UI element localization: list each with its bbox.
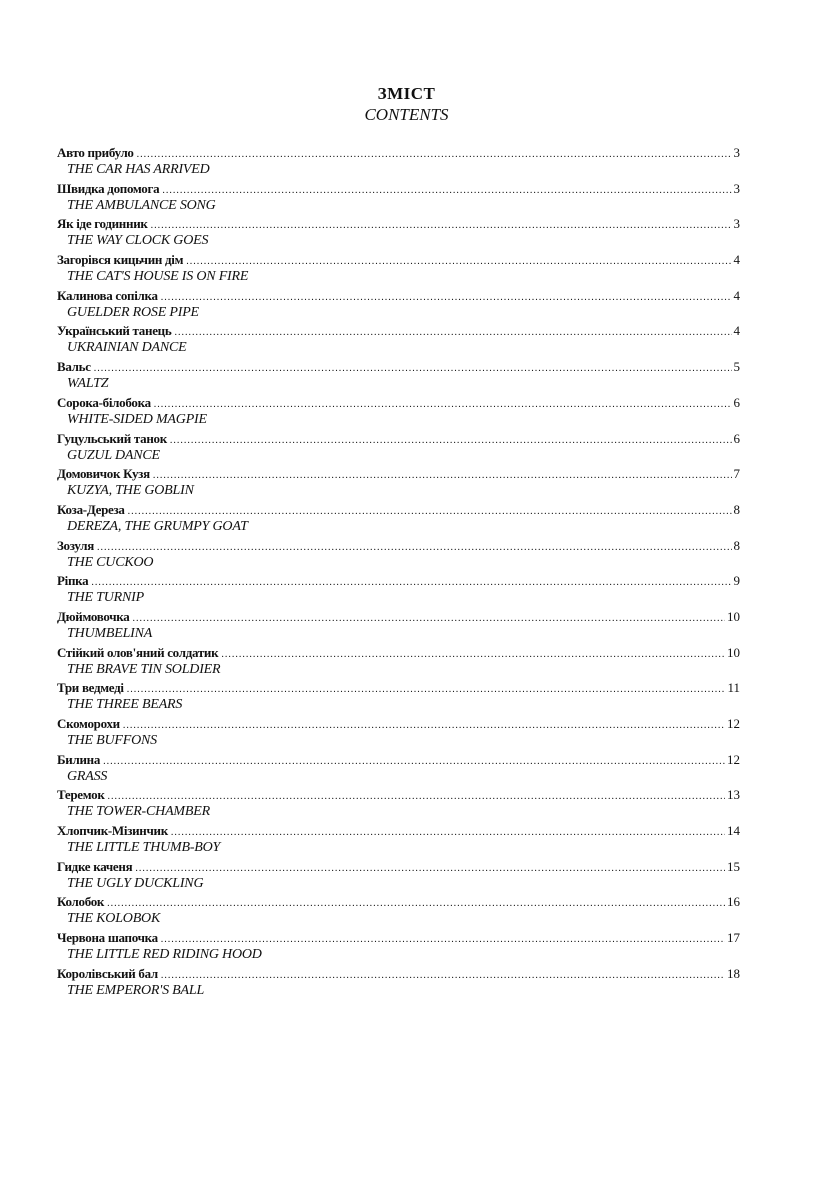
page-number: 10 bbox=[727, 608, 740, 624]
toc-entry[interactable] bbox=[57, 965, 740, 1001]
page-number: 4 bbox=[733, 323, 740, 339]
dot-leader bbox=[170, 432, 732, 449]
contents-header bbox=[0, 84, 813, 125]
page-number: 18 bbox=[727, 965, 740, 981]
entry-title-english: THE LITTLE RED RIDING HOOD bbox=[67, 947, 262, 963]
entry-title-english: KUZYA, THE GOBLIN bbox=[67, 483, 194, 499]
toc-line bbox=[57, 929, 740, 946]
toc-line bbox=[57, 180, 740, 197]
dot-leader bbox=[221, 646, 725, 663]
entry-title-ukrainian: Червона шапочка bbox=[57, 930, 158, 946]
page-number: 14 bbox=[727, 823, 740, 839]
entry-title-english: THE CAR HAS ARRIVED bbox=[67, 162, 210, 177]
entry-title-ukrainian: Королівський бал bbox=[57, 965, 158, 981]
page-number: 8 bbox=[733, 501, 740, 517]
entry-title-ukrainian: Калинова сопілка bbox=[57, 287, 158, 303]
table-of-contents bbox=[57, 144, 740, 1001]
page-number: 5 bbox=[733, 359, 740, 375]
entry-title-english: WHITE-SIDED MAGPIE bbox=[67, 411, 207, 427]
entry-title-ukrainian: Як іде годинник bbox=[57, 216, 148, 232]
toc-line bbox=[57, 537, 740, 554]
entry-title-ukrainian: Ріпка bbox=[57, 573, 89, 589]
entry-title-english: THE KOLOBOK bbox=[67, 911, 161, 927]
page-number: 13 bbox=[727, 787, 740, 803]
page-number: 3 bbox=[733, 216, 740, 232]
entry-title-english: WALTZ bbox=[67, 376, 109, 392]
toc-entry[interactable] bbox=[57, 501, 740, 537]
toc-line bbox=[57, 822, 740, 839]
entry-title-english: THE LITTLE THUMB-BOY bbox=[67, 840, 221, 856]
entry-title-ukrainian: Скоморохи bbox=[57, 716, 120, 731]
entry-title-ukrainian: Три ведмеді bbox=[57, 680, 124, 696]
entry-title-english: THE AMBULANCE SONG bbox=[67, 197, 216, 213]
dot-leader bbox=[153, 467, 732, 484]
entry-title-english: THE THREE BEARS bbox=[67, 697, 183, 713]
entry-title-ukrainian: Билина bbox=[57, 751, 101, 767]
entry-title-ukrainian: Хлопчик-Мізинчик bbox=[57, 823, 168, 839]
dot-leader bbox=[171, 824, 725, 841]
entry-title-ukrainian: Колобок bbox=[57, 894, 105, 910]
page-number: 16 bbox=[727, 894, 740, 910]
toc-line bbox=[57, 893, 740, 910]
dot-leader bbox=[135, 860, 725, 877]
entry-title-ukrainian: Домовичок Кузя bbox=[57, 466, 150, 482]
toc-line bbox=[57, 215, 740, 232]
entry-title-english: THE WAY CLOCK GOES bbox=[67, 233, 209, 249]
page-number: 15 bbox=[727, 858, 740, 874]
entry-title-ukrainian: Швидка допомога bbox=[57, 180, 160, 196]
entry-title-english: THE BUFFONS bbox=[67, 733, 157, 748]
toc-entry[interactable] bbox=[57, 537, 740, 573]
dot-leader bbox=[151, 217, 732, 234]
entry-title-ukrainian: Гуцульський танок bbox=[57, 430, 167, 446]
toc-entry[interactable] bbox=[57, 679, 740, 715]
entry-title-ukrainian: Дюймовочка bbox=[57, 608, 130, 624]
dot-leader bbox=[97, 539, 731, 556]
toc-line bbox=[57, 679, 740, 696]
entry-title-english: THE UGLY DUCKLING bbox=[67, 875, 204, 891]
toc-line bbox=[57, 572, 740, 589]
toc-line bbox=[57, 430, 740, 447]
page-number: 6 bbox=[733, 430, 740, 446]
dot-leader bbox=[132, 610, 725, 627]
entry-title-ukrainian: Вальс bbox=[57, 359, 91, 375]
title-ukrainian: ЗМІСТ bbox=[377, 84, 436, 103]
entry-title-ukrainian: Гидке каченя bbox=[57, 858, 133, 874]
dot-leader bbox=[174, 324, 731, 341]
entry-title-ukrainian: Загорівся кицьчин дім bbox=[57, 252, 184, 268]
page-number: 6 bbox=[733, 394, 740, 410]
page-number: 12 bbox=[727, 716, 740, 731]
entry-title-ukrainian: Авто прибуло bbox=[57, 145, 134, 160]
toc-entry[interactable] bbox=[57, 394, 740, 430]
entry-title-english: UKRAINIAN DANCE bbox=[67, 340, 187, 356]
toc-line bbox=[57, 965, 740, 982]
page-number: 17 bbox=[727, 930, 740, 946]
dot-leader bbox=[94, 360, 732, 377]
toc-entry[interactable] bbox=[57, 465, 740, 501]
toc-entry[interactable] bbox=[57, 929, 740, 965]
toc-entry[interactable] bbox=[57, 430, 740, 466]
toc-entry[interactable] bbox=[57, 572, 740, 608]
entry-title-english: THUMBELINA bbox=[67, 625, 153, 641]
entry-title-ukrainian: Український танець bbox=[57, 323, 172, 339]
page-number: 4 bbox=[733, 287, 740, 303]
dot-leader bbox=[137, 146, 732, 163]
entry-title-english: DEREZA, THE GRUMPY GOAT bbox=[67, 518, 248, 534]
dot-leader bbox=[161, 289, 732, 306]
toc-line bbox=[57, 287, 740, 304]
toc-entry[interactable] bbox=[57, 251, 740, 287]
toc-entry[interactable] bbox=[57, 144, 740, 180]
toc-line bbox=[57, 644, 740, 661]
toc-entry[interactable] bbox=[57, 715, 740, 751]
entry-title-english: GUELDER ROSE PIPE bbox=[67, 304, 199, 320]
page-number: 9 bbox=[733, 573, 740, 589]
dot-leader bbox=[162, 182, 731, 199]
toc-entry[interactable] bbox=[57, 215, 740, 251]
toc-entry[interactable] bbox=[57, 644, 740, 680]
entry-title-english: THE EMPEROR'S BALL bbox=[67, 982, 205, 998]
entry-title-english: THE CUCKOO bbox=[67, 554, 154, 570]
entry-title-ukrainian: Зозуля bbox=[57, 537, 95, 553]
dot-leader bbox=[103, 753, 725, 770]
title-english: CONTENTS bbox=[364, 105, 449, 124]
toc-entry[interactable] bbox=[57, 358, 740, 394]
toc-line bbox=[57, 322, 740, 339]
entry-title-ukrainian: Стійкий олов'яний солдатик bbox=[57, 644, 219, 660]
dot-leader bbox=[107, 895, 725, 912]
toc-line bbox=[57, 715, 740, 732]
page-number: 3 bbox=[733, 180, 740, 196]
page-number: 12 bbox=[727, 751, 740, 767]
page-number: 11 bbox=[727, 680, 740, 696]
toc-entry[interactable] bbox=[57, 786, 740, 822]
toc-entry[interactable] bbox=[57, 287, 740, 323]
entry-title-english: THE CAT'S HOUSE IS ON FIRE bbox=[67, 269, 249, 285]
toc-entry[interactable] bbox=[57, 608, 740, 644]
entry-title-english: THE TURNIP bbox=[67, 590, 144, 606]
dot-leader bbox=[91, 574, 731, 591]
toc-entry[interactable] bbox=[57, 858, 740, 894]
entry-title-english: THE TOWER-CHAMBER bbox=[67, 804, 210, 820]
toc-entry[interactable] bbox=[57, 180, 740, 216]
toc-entry[interactable] bbox=[57, 751, 740, 787]
entry-title-ukrainian: Коза-Дереза bbox=[57, 501, 125, 517]
toc-line bbox=[57, 751, 740, 768]
entry-title-english: GUZUL DANCE bbox=[67, 447, 160, 463]
toc-line bbox=[57, 786, 740, 803]
page-number: 10 bbox=[727, 644, 740, 660]
toc-entry[interactable] bbox=[57, 893, 740, 929]
page-number: 4 bbox=[733, 252, 740, 268]
page-number: 8 bbox=[733, 537, 740, 553]
toc-line bbox=[57, 144, 740, 161]
toc-entry[interactable] bbox=[57, 822, 740, 858]
toc-line bbox=[57, 358, 740, 375]
toc-line bbox=[57, 394, 740, 411]
toc-line bbox=[57, 251, 740, 268]
page-number: 3 bbox=[733, 145, 740, 160]
entry-title-ukrainian: Теремок bbox=[57, 787, 105, 803]
toc-line bbox=[57, 501, 740, 518]
toc-line bbox=[57, 608, 740, 625]
entry-title-english: GRASS bbox=[67, 768, 108, 784]
dot-leader bbox=[161, 967, 725, 984]
page-number: 7 bbox=[733, 466, 740, 482]
dot-leader bbox=[154, 396, 732, 413]
dot-leader bbox=[123, 717, 725, 734]
entry-title-english: THE BRAVE TIN SOLDIER bbox=[67, 661, 221, 677]
dot-leader bbox=[127, 681, 726, 698]
dot-leader bbox=[186, 253, 731, 270]
toc-line bbox=[57, 858, 740, 875]
toc-entry[interactable] bbox=[57, 322, 740, 358]
toc-line bbox=[57, 465, 740, 482]
entry-title-ukrainian: Сорока-білобока bbox=[57, 394, 151, 410]
